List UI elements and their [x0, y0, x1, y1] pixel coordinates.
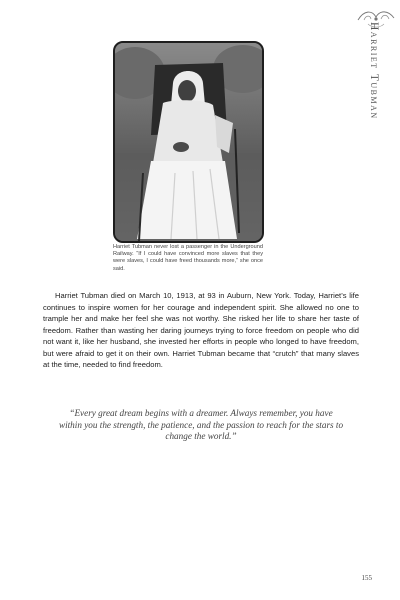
portrait-photo: [113, 41, 264, 243]
photo-caption: Harriet Tubman never lost a passenger in the Underground Railway. “If I could have convinced more slaves that they were slaves, I could have freed thousands more,” she once said.: [113, 244, 263, 272]
body-paragraph: Harriet Tubman died on March 10, 1913, at 93 in Auburn, New York. Today, Harriet’s life continues to inspire women for her courage and independent spirit. She allowed no one to trample her and make her feel she was not worthy. She risked her life to share her taste of freedom. Rather than wasting her daring journeys trying to force freedom on people who did not want it, like her husband, she invested her efforts in people who longed to have freedom, but were afraid to get it on their own. Harriet Tubman became that “crutch” that many slaves at the time, needed to find freedom.: [43, 291, 359, 369]
running-head: [356, 8, 396, 138]
pull-quote: “Every great dream begins with a dreamer. Always remember, you have within you the strength, the patience, and the passion to reach for the stars to change the world.”: [58, 408, 344, 442]
page-number: 155: [361, 574, 372, 582]
running-head-title: Harriet Tubman: [368, 22, 380, 120]
